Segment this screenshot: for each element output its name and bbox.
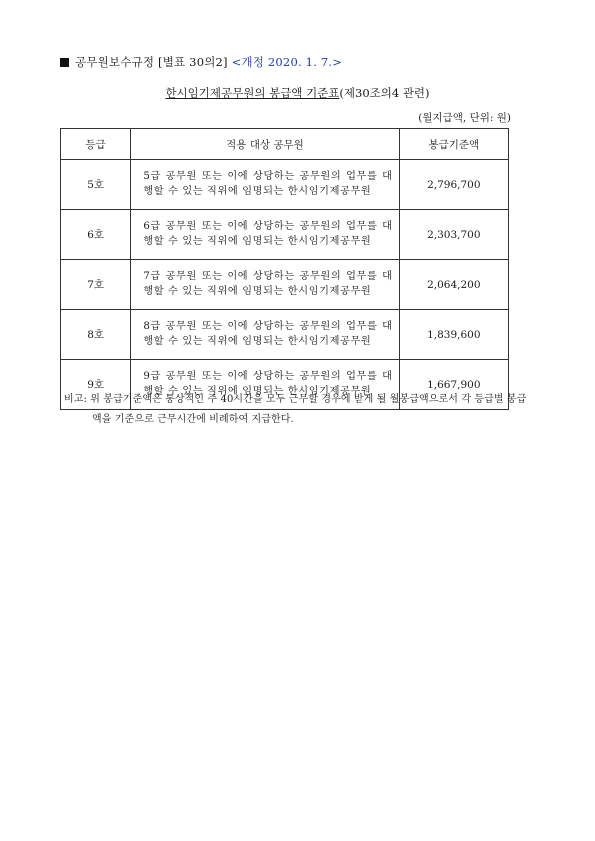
amount-cell: 2,303,700 <box>399 210 508 260</box>
table-row <box>61 210 509 260</box>
header-grade: 등급 <box>61 129 131 160</box>
header-base-salary: 봉급기준액 <box>399 129 508 160</box>
table-title-reference: (제30조의4 관련) <box>339 86 430 100</box>
grade-cell: 6호 <box>61 210 131 260</box>
table-title-main: 한시임기제공무원의 봉급액 기준표 <box>165 86 340 100</box>
grade-cell: 8호 <box>61 310 131 360</box>
description-cell: 6급 공무원 또는 이에 상당하는 공무원의 업무를 대행할 수 있는 직위에 임명되는 한시임기제공무원 <box>131 210 399 260</box>
amount-cell: 1,667,900 <box>399 360 508 410</box>
footnote: 비고: 위 봉급기준액은 통상적인 주 40시간을 모두 근무할 경우에 받게 될 월봉급액으로서 각 등급별 봉급액을 기준으로 근무시간에 비례하여 지급한다. <box>64 394 527 425</box>
description-cell: 8급 공무원 또는 이에 상당하는 공무원의 업무를 대행할 수 있는 직위에 임명되는 한시임기제공무원 <box>131 310 399 360</box>
table-header-row <box>61 129 509 160</box>
unit-note: (월지급액, 단위: 원) <box>418 112 511 124</box>
table-row <box>61 310 509 360</box>
amount-cell: 2,064,200 <box>399 260 508 310</box>
amount-cell: 1,839,600 <box>399 310 508 360</box>
description-cell: 7급 공무원 또는 이에 상당하는 공무원의 업무를 대행할 수 있는 직위에 임명되는 한시임기제공무원 <box>131 260 399 310</box>
grade-cell: 5호 <box>61 160 131 210</box>
grade-cell: 7호 <box>61 260 131 310</box>
grade-cell: 9호 <box>61 360 131 410</box>
table-title <box>0 85 595 101</box>
document-header <box>60 54 342 70</box>
salary-table <box>60 128 509 410</box>
regulation-label: 공무원보수규정 [별표 30의2] <box>75 55 228 69</box>
amount-cell: 2,796,700 <box>399 160 508 210</box>
table-row <box>61 160 509 210</box>
table-row <box>61 260 509 310</box>
description-cell: 9급 공무원 또는 이에 상당하는 공무원의 업무를 대행할 수 있는 직위에 임명되는 한시임기제공무원 <box>131 360 399 410</box>
revision-date: <개정 2020. 1. 7.> <box>231 55 343 69</box>
description-cell: 5급 공무원 또는 이에 상당하는 공무원의 업무를 대행할 수 있는 직위에 임명되는 한시임기제공무원 <box>131 160 399 210</box>
header-applicable-officials: 적용 대상 공무원 <box>131 129 399 160</box>
square-bullet-icon <box>60 58 69 67</box>
